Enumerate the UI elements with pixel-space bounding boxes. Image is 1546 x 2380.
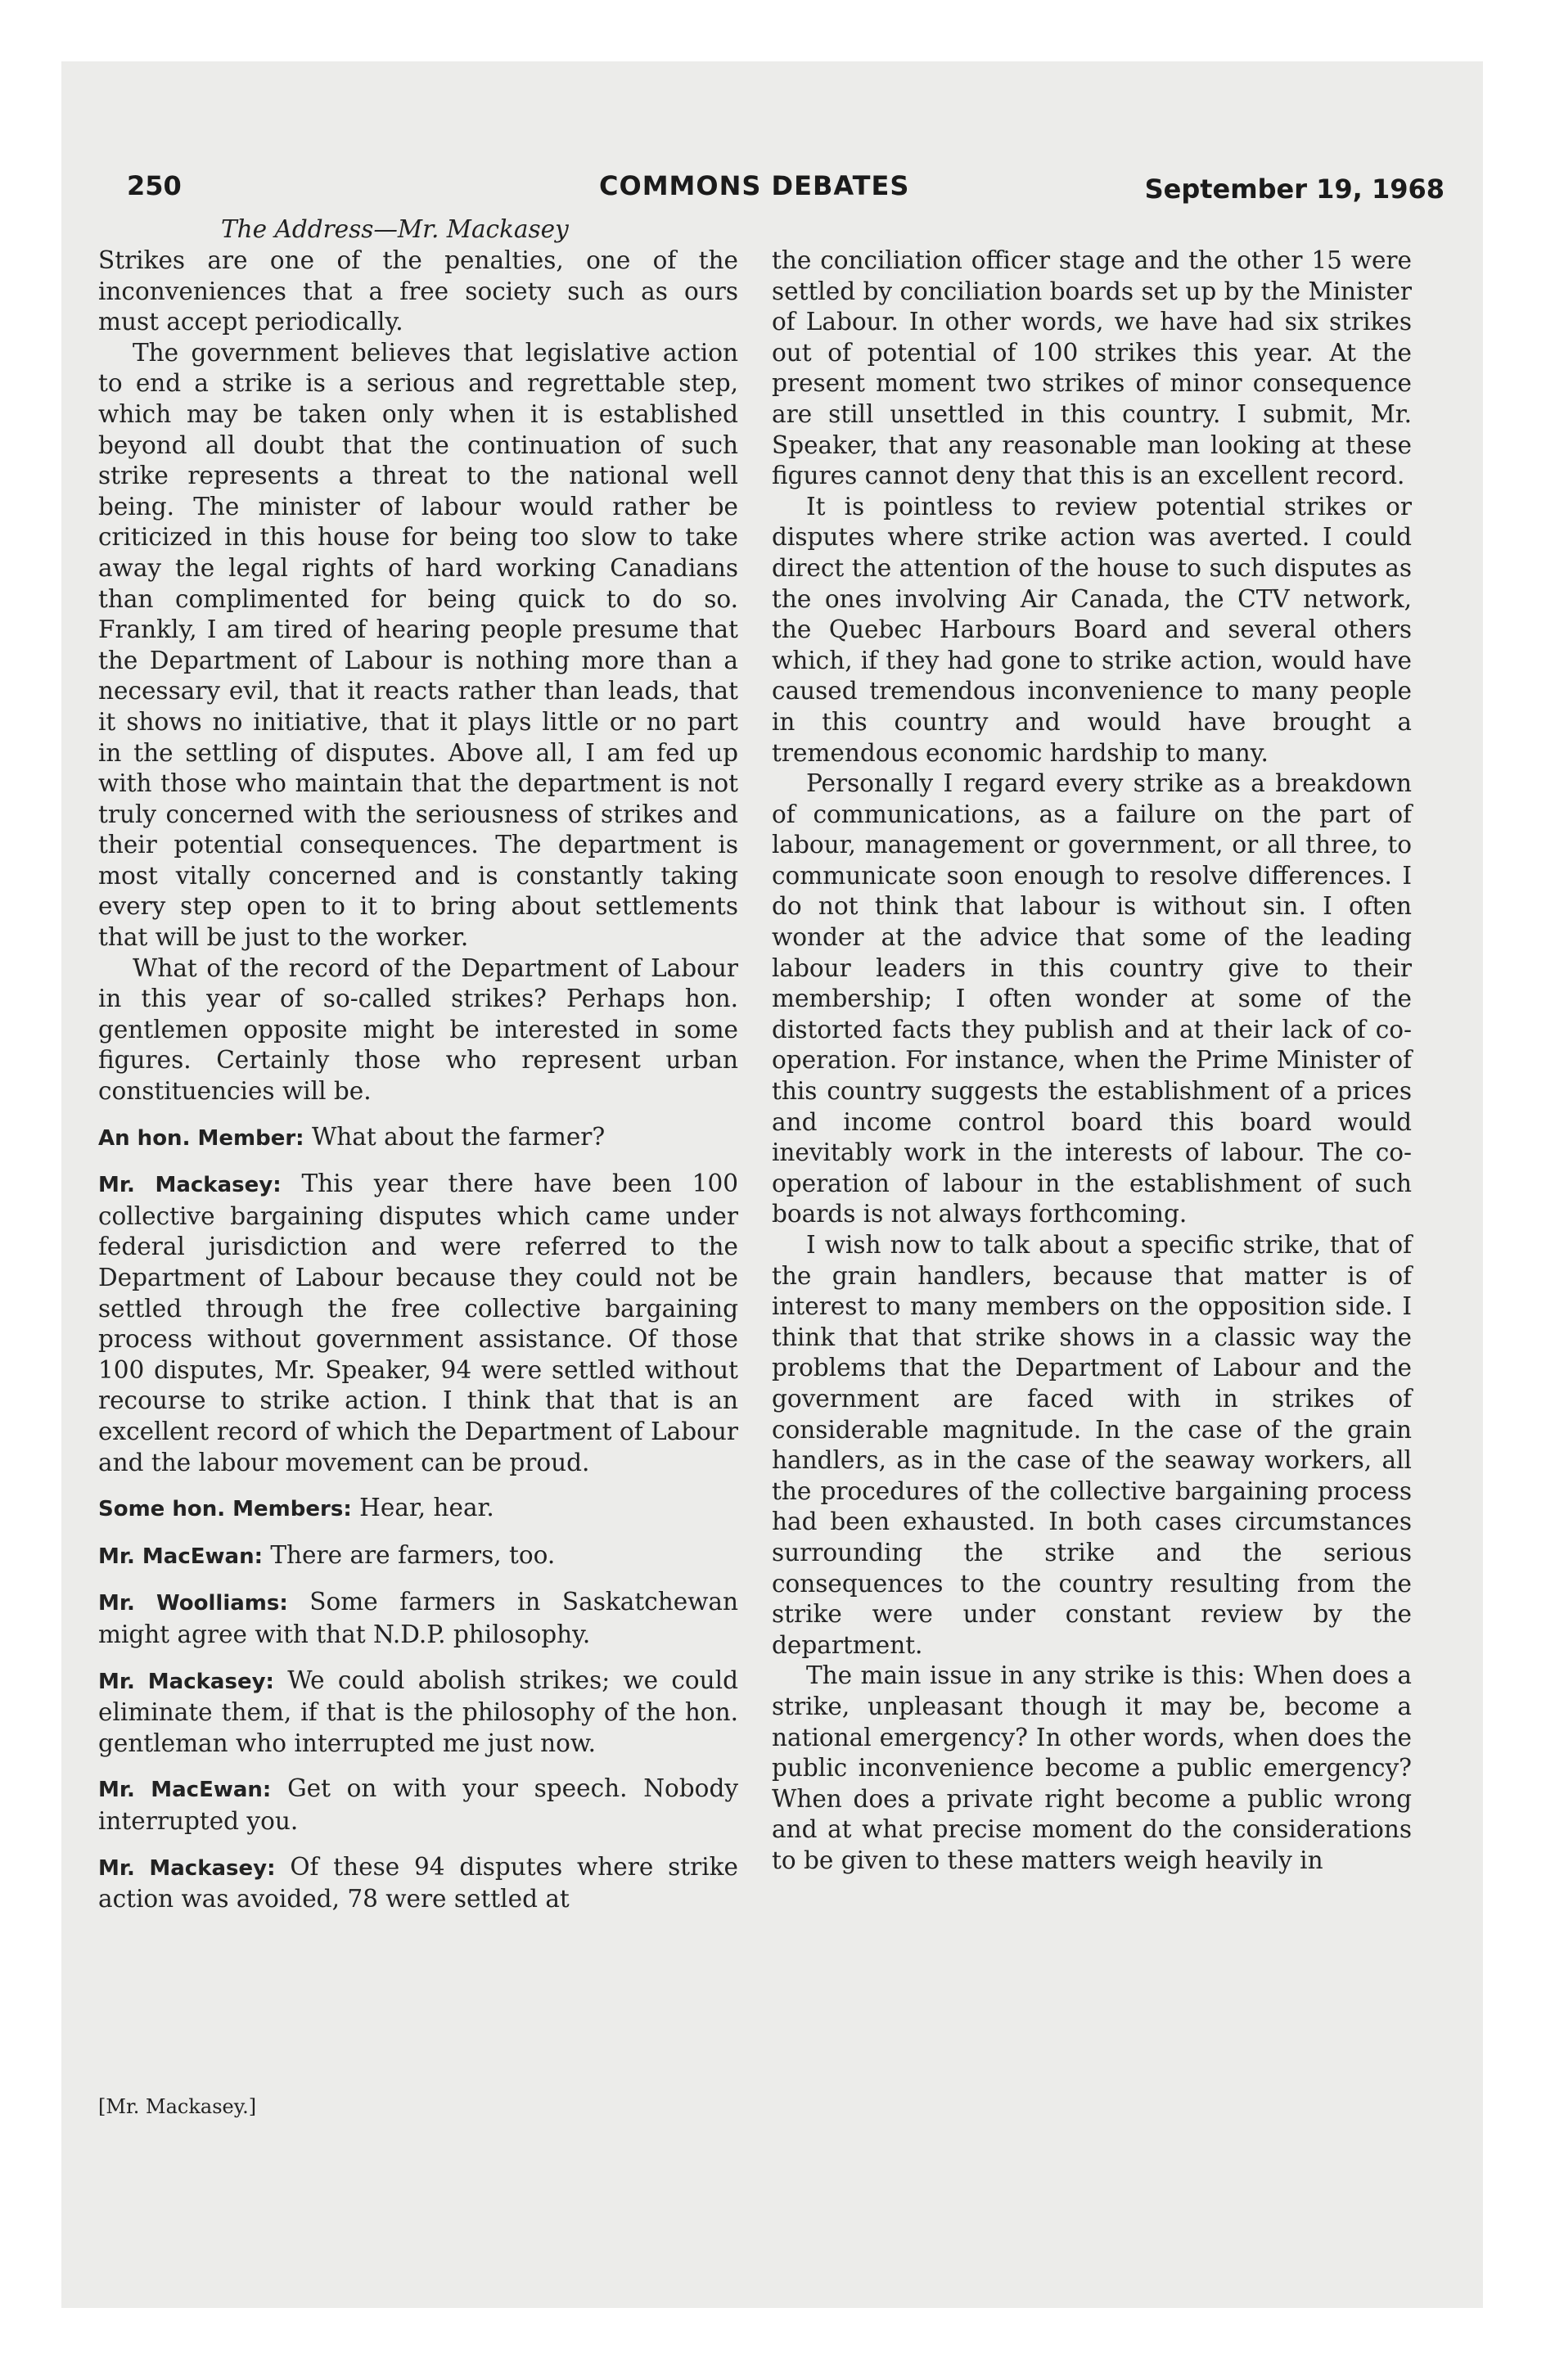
speaker: Mr. MacEwan: — [98, 1778, 272, 1803]
speaker: Mr. Woolliams: — [98, 1591, 288, 1616]
page-header — [127, 170, 1445, 211]
page-date: September 19, 1968 — [1144, 174, 1445, 205]
footer-speaker-note: [Mr. Mackasey.] — [98, 2095, 257, 2118]
speech — [98, 1493, 738, 1526]
speech — [98, 1169, 738, 1478]
speech — [98, 1122, 738, 1155]
speech — [98, 1774, 738, 1837]
speech-text: We could abolish strikes; we could eliminate them, if that is the philosophy of the hon. gentleman who interrupted me just now. — [98, 1666, 738, 1757]
paragraph: Personally I regard every strike as a breakdown of communications, as a failure on the part of labour, management or government, or all three, to communicate soon enough to resolve differences. I do not think that labour is without sin. I often wonder at the advice that some of the leading labour leaders in this country give to their membership; I often wonder at some of the distorted facts they publish and at their lack of co-operation. For instance, when the Prime Minister of this country suggests the establishment of a prices and income control board this board would inevitably work in the interests of labour. The co-operation of labour in the establishment of such boards is not always forthcoming. — [772, 769, 1412, 1228]
speaker: Mr. Mackasey: — [98, 1855, 276, 1881]
page-number: 250 — [127, 170, 182, 201]
speaker: Mr. Mackasey: — [98, 1669, 274, 1694]
paragraph: It is pointless to review potential strikes or disputes where strike action was averted. I could direct the attention of the house to such disputes as the ones involving Air Canada, the CTV network, the Quebec Harbours Board and several others which, if they had gone to strike action, would have caused tremendous inconvenience to many people in this country and would have brought a tremendous economic hardship to many. — [772, 492, 1412, 767]
journal-title: COMMONS DEBATES — [599, 170, 910, 201]
paragraph: the conciliation officer stage and the other 15 were settled by conciliation boards set up by the Minister of Labour. In other words, we have had six strikes out of potential of 100 strikes this year. At the present moment two strikes of minor consequence are still unsettled in this country. I submit, Mr. Speaker, that any reasonable man looking at these figures cannot deny that this is an excellent record. — [772, 246, 1412, 490]
speech-text: Some farmers in Saskatchewan might agree with that N.D.P. philosophy. — [98, 1588, 738, 1648]
speech — [98, 1666, 738, 1760]
speaker: Mr. Mackasey: — [98, 1173, 282, 1198]
speech-text: This year there have been 100 collective bargaining disputes which came under federal jurisdiction and were referred to the Department of Labour because they could not be settled through the free collective bargaining process without government assistance. Of those 100 disputes, Mr. Speaker, 94 were settled without recourse to strike action. I think that that is an excellent record of which the Department of Labour and the labour movement can be proud. — [98, 1170, 738, 1476]
speech-text: What about the farmer? — [311, 1122, 606, 1151]
paragraph: What of the record of the Department of Labour in this year of so-called strikes? Perhaps hon. gentlemen opposite might be interested in some figures. Certainly those who represent urban constituencies will be. — [98, 953, 738, 1106]
speaker: An hon. Member: — [98, 1125, 304, 1151]
left-column — [98, 214, 738, 1915]
speech — [98, 1540, 738, 1573]
running-title: The Address—Mr. Mackasey — [221, 215, 569, 243]
paragraph: I wish now to talk about a specific strike, that of the grain handlers, because that matter is of interest to many members on the opposition side. I think that that strike shows in a classic way the problems that the Department of Labour and the government are faced with in strikes of considerable magnitude. In the case of the grain handlers, as in the case of the seaway workers, all the procedures of the collective bargaining process had been exhausted. In both cases circumstances surrounding the strike and the serious consequences to the country resulting from the strike were under constant review by the department. — [772, 1231, 1412, 1659]
speech-text: Hear, hear. — [359, 1494, 494, 1522]
paragraph: The main issue in any strike is this: When does a strike, unpleasant though it may be, become a national emergency? In other words, when does the public inconvenience become a public emergency? When does a private right become a public wrong and at what precise moment do the considerations to be given to these matters weigh heavily in — [772, 1661, 1412, 1874]
right-column — [772, 246, 1412, 1876]
speaker: Some hon. Members: — [98, 1497, 352, 1522]
speech — [98, 1587, 738, 1650]
speech-text: Of these 94 disputes where strike action was avoided, 78 were settled at — [98, 1852, 738, 1913]
speaker: Mr. MacEwan: — [98, 1544, 263, 1569]
speech-text: Get on with your speech. Nobody interrupted you. — [98, 1774, 738, 1835]
paragraph: The government believes that legislative action to end a strike is a serious and regrettable step, which may be taken only when it is established beyond all doubt that the continuation of such strike represents a threat to the national well being. The minister of labour would rather be criticized in this house for being too slow to take away the legal rights of hard working Canadians than complimented for being quick to do so. Frankly, I am tired of hearing people presume that the Department of Labour is nothing more than a necessary evil, that it reacts rather than leads, that it shows no initiative, that it plays little or no part in the settling of disputes. Above all, I am fed up with those who maintain that the department is not truly concerned with the seriousness of strikes and their potential consequences. The department is most vitally concerned and is constantly taking every step open to it to bring about settlements that will be just to the worker. — [98, 338, 738, 952]
paragraph: Strikes are one of the penalties, one of the inconveniences that a free society such as ours must accept periodically. — [98, 246, 738, 336]
speech-text: There are farmers, too. — [270, 1540, 556, 1569]
speech — [98, 1852, 738, 1915]
